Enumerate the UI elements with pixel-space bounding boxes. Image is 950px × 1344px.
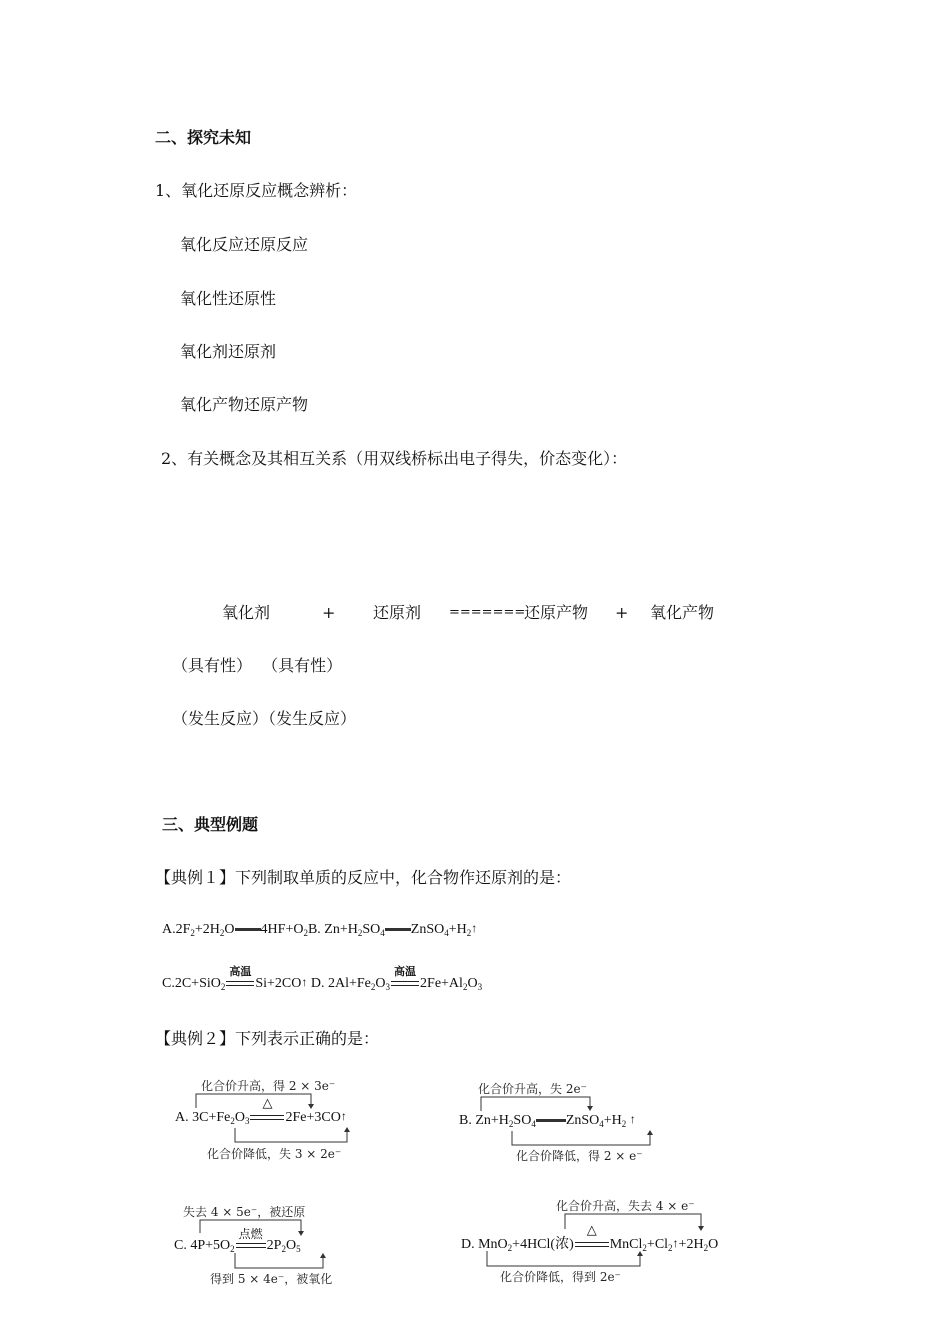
condition-heat: △ bbox=[586, 1223, 597, 1238]
relation-oxidation-product: 氧化产物 bbox=[650, 603, 715, 622]
example-1-options-ab: $A.2F_2+2H_2O$ $4HF+O_2B$. $Zn+H_2SO_4$ $ZnSO_4+H_2↑$ bbox=[162, 921, 478, 938]
option-a-bottom-label: 化合价降低，失 3 × 2e⁻ bbox=[207, 1147, 342, 1161]
relation-plus-2: + bbox=[615, 603, 629, 622]
condition-heat: △ bbox=[262, 1096, 273, 1111]
option-c-top-label: 失去 4 × 5e⁻，被还原 bbox=[183, 1205, 306, 1219]
option-b-bottom-label: 化合价降低，得 2 × e⁻ bbox=[516, 1149, 643, 1163]
option-c-bottom-label: 得到 5 × 4e⁻，被氧化 bbox=[210, 1272, 333, 1286]
question-1: 1、氧化还原反应概念辨析： bbox=[155, 181, 358, 200]
relation-equals: ======= bbox=[449, 605, 526, 620]
example-1-options-cd: C.2C+SiO$_2$ 高温 Si+2CO↑ D. $2Al+Fe_2O_3$ 高温 $2Fe+Al_2O_3$ bbox=[162, 965, 483, 992]
option-d-top-label: 化合价升高，失去 4 × e⁻ bbox=[556, 1199, 695, 1213]
relation-reductant: 还原剂 bbox=[373, 603, 422, 622]
example-2-title: 【典例２】下列表示正确的是： bbox=[155, 1029, 380, 1048]
option-a-top-label: 化合价升高，得 2 × 3e⁻ bbox=[201, 1079, 336, 1093]
option-d-equation: D. MnO$_2$+4HCl(浓) △ $MnCl_2+Cl_2↑+2H_2O$ bbox=[461, 1223, 719, 1253]
option-b-top-label: 化合价升高，失 2e⁻ bbox=[478, 1082, 587, 1096]
section-heading-explore: 二、探究未知 bbox=[155, 128, 252, 147]
condition-high-temp: 高温 bbox=[394, 965, 417, 978]
concept-pair-3: 氧化剂还原剂 bbox=[180, 342, 277, 361]
concept-pair-2: 氧化性还原性 bbox=[180, 289, 277, 308]
concept-pair-4: 氧化产物还原产物 bbox=[180, 395, 309, 414]
option-c-equation: C. $4P+5O_2$ 点燃 $2P_2O_5$ bbox=[174, 1227, 301, 1254]
reaction-line: （发生反应）（发生反应） bbox=[172, 709, 357, 728]
relation-oxidant: 氧化剂 bbox=[222, 603, 271, 622]
property-line: （具有性） （具有性） bbox=[172, 656, 343, 675]
condition-ignite: 点燃 bbox=[238, 1227, 263, 1241]
concept-pair-1: 氧化反应还原反应 bbox=[180, 235, 309, 254]
example-1-title: 【典例１】下列制取单质的反应中，化合物作还原剂的是： bbox=[155, 868, 572, 887]
relation-plus-1: + bbox=[322, 603, 336, 622]
option-b-equation: B. $Zn+H_2SO_4$ $ZnSO_4+H_2$ ↑ bbox=[459, 1112, 636, 1129]
option-d-bottom-label: 化合价降低，得到 2e⁻ bbox=[500, 1270, 621, 1284]
condition-high-temp: 高温 bbox=[229, 965, 252, 978]
question-2: 2、有关概念及其相互关系（用双线桥标出电子得失，价态变化）： bbox=[161, 449, 628, 468]
option-a-equation: A. $3C+Fe_2O_3$ △ 2Fe+3CO↑ bbox=[175, 1096, 347, 1126]
section-heading-examples: 三、典型例题 bbox=[162, 815, 259, 834]
relation-reduction-product: 还原产物 bbox=[524, 603, 589, 622]
